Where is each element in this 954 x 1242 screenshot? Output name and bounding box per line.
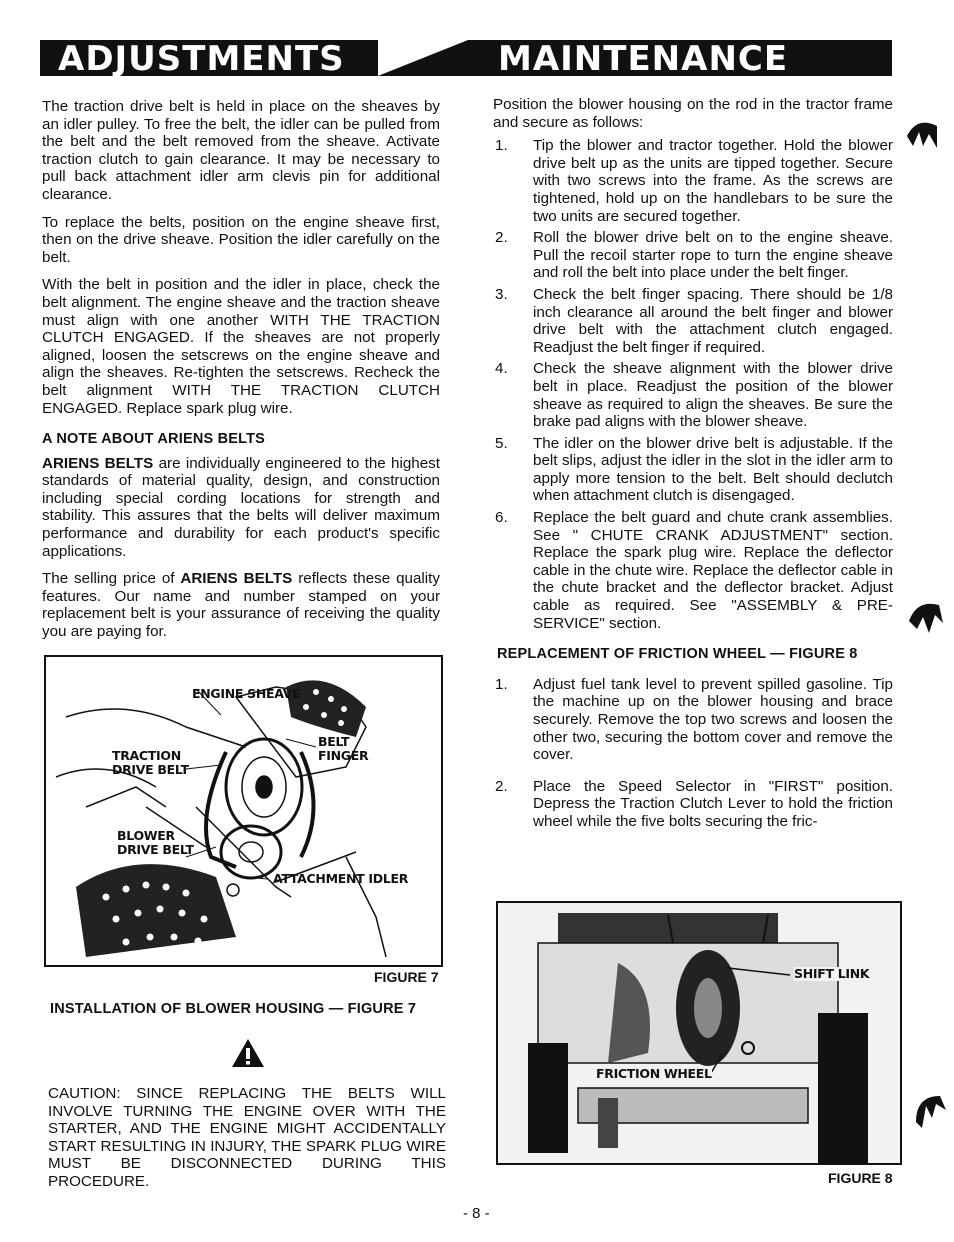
caution-text: CAUTION: SINCE REPLACING THE BELTS WILL INVOLVE TURNING THE ENGINE OVER WITH THE STARTER, AND THE ENGINE MIGHT ACCIDENTALLY START RESULTING IN INJURY, THE SPARK PLUG WIRE MUST BE DISCONNECTED DURING THIS PROCEDURE. [48,1085,446,1190]
list-item: 1. Tip the blower and tractor together. Hold the blower drive belt up as the units are tipped together. Secure with two screws into the frame. As the screws are tightened, hold up on the handlebars to be sure the two units are secured together. [495,137,893,225]
banner-divider [378,40,468,76]
binding-hole-icon [910,1088,948,1130]
list-item: 1. Adjust fuel tank level to prevent spilled gasoline. Tip the machine up on the blower housing and brace securely. Remove the top two screws and loosen the other two, securing the bottom cover and remove the cover. [495,675,893,764]
callout-traction-drive-belt: TRACTION DRIVE BELT [112,748,189,777]
list-item: 4. Check the sheave alignment with the blower drive belt in place. Readjust the position of the blower sheave as required to align the sheaves. Be sure the brake pad aligns with the blower sheave. [495,360,893,431]
selling-price-text: reflects these quality features. Our name and number stamped on your replacement belt is your assurance of receiving the quality you are paying for. [42,570,440,641]
friction-wheel-steps [493,676,893,831]
list-item: 2. Roll the blower drive belt on to the engine sheave. Pull the recoil starter rope to turn the engine sheave and roll the belt into place under the belt finger. [495,229,893,282]
ariens-belts-text: are individually engineered to the highest standards of material quality, design, and construction including special cording locations for strength and stability. This assures that the belts will deliver maximum performance and durability for each product's specific applications. [42,454,440,560]
paragraph-ariens-belts [42,455,440,561]
note-heading: A NOTE ABOUT ARIENS BELTS [42,431,266,448]
selling-price-bold: ARIENS BELTS [180,570,293,588]
callout-friction-wheel: FRICTION WHEEL [596,1066,712,1081]
paragraph-traction-belt: The traction drive belt is held in place on the sheaves by an idler pulley. To free the belt, the idler can be pulled from the belt and the belt removed from the sheave. Activate traction clutch to gain clearance. It may be necessary to pull back attachment idler arm clevis pin for additional clearance. [42,98,440,203]
paragraph-replace-belts: To replace the belts, position on the engine sheave first, then on the drive sheave. Position the idler carefully on the belt. [42,213,440,266]
binding-hole-icon [905,593,945,637]
friction-heading: REPLACEMENT OF FRICTION WHEEL — FIGURE 8 [497,646,858,663]
ariens-belts-bold: ARIENS BELTS [42,454,154,472]
figure-8-photo [496,901,902,1165]
list-item: 6. Replace the belt guard and chute crank assemblies. See " CHUTE CRANK ADJUSTMENT" section. Replace the spark plug wire. Replace the deflector cable in the chute wire. Replace the deflector cable in the chute bracket and the deflector bracket. Adjust cable as required. See "ASSEMBLY & PRE-SERVICE" section. [495,509,893,632]
right-column [493,96,893,835]
paragraph-position-housing: Position the blower housing on the rod in the tractor frame and secure as follows: [493,96,893,131]
figure-7-label: FIGURE 7 [374,969,439,985]
page-number: - 8 - [463,1205,490,1222]
figure-8-drawing [498,903,900,1163]
left-column [42,98,440,651]
selling-price-start: The selling price of [42,570,181,588]
banner-title-adjustments: ADJUSTMENTS [58,39,345,79]
list-item: 3. Check the belt finger spacing. There should be 1/8 inch clearance all around the belt finger and blower drive belt with the attachment clutch engaged. Readjust the belt finger if required. [495,285,893,356]
callout-shift-link: SHIFT LINK [794,966,870,981]
list-item: 2. Place the Speed Selector in "FIRST" position. Depress the Traction Clutch Lever to hold the friction wheel while the five bolts securing the fric- [495,777,893,830]
figure-7-drawing [46,657,441,965]
banner-title-maintenance: MAINTENANCE [498,39,789,79]
section-banner [40,39,892,79]
caution-icon [231,1038,265,1068]
blower-install-steps [493,137,893,632]
paragraph-belt-alignment: With the belt in position and the idler in place, check the belt alignment. The engine sheave and the traction sheave must align with one another WITH THE TRACTION CLUTCH ENGAGED. If the sheaves are not properly aligned, loosen the setscrews on the engine sheave and align the sheaves. Re-tighten the setscrews. Recheck the belt alignment WITH THE TRACTION CLUTCH ENGAGED. Replace spark plug wire. [42,276,440,417]
callout-attachment-idler: ATTACHMENT IDLER [273,871,409,886]
callout-engine-sheave: ENGINE SHEAVE [192,686,301,701]
callout-belt-finger: BELT FINGER [318,734,369,763]
install-heading: INSTALLATION OF BLOWER HOUSING — FIGURE 7 [50,1001,417,1017]
figure-7-illustration [44,655,443,967]
paragraph-selling-price [42,570,440,640]
list-item: 5. The idler on the blower drive belt is adjustable. If the belt slips, adjust the idler in the slot in the idler arm to apply more tension to the belt. Belt should declutch when attachment clutch is disengaged. [495,434,893,505]
figure-8-label: FIGURE 8 [828,1170,893,1186]
binding-hole-icon [903,110,939,154]
callout-blower-drive-belt: BLOWER DRIVE BELT [117,828,194,857]
